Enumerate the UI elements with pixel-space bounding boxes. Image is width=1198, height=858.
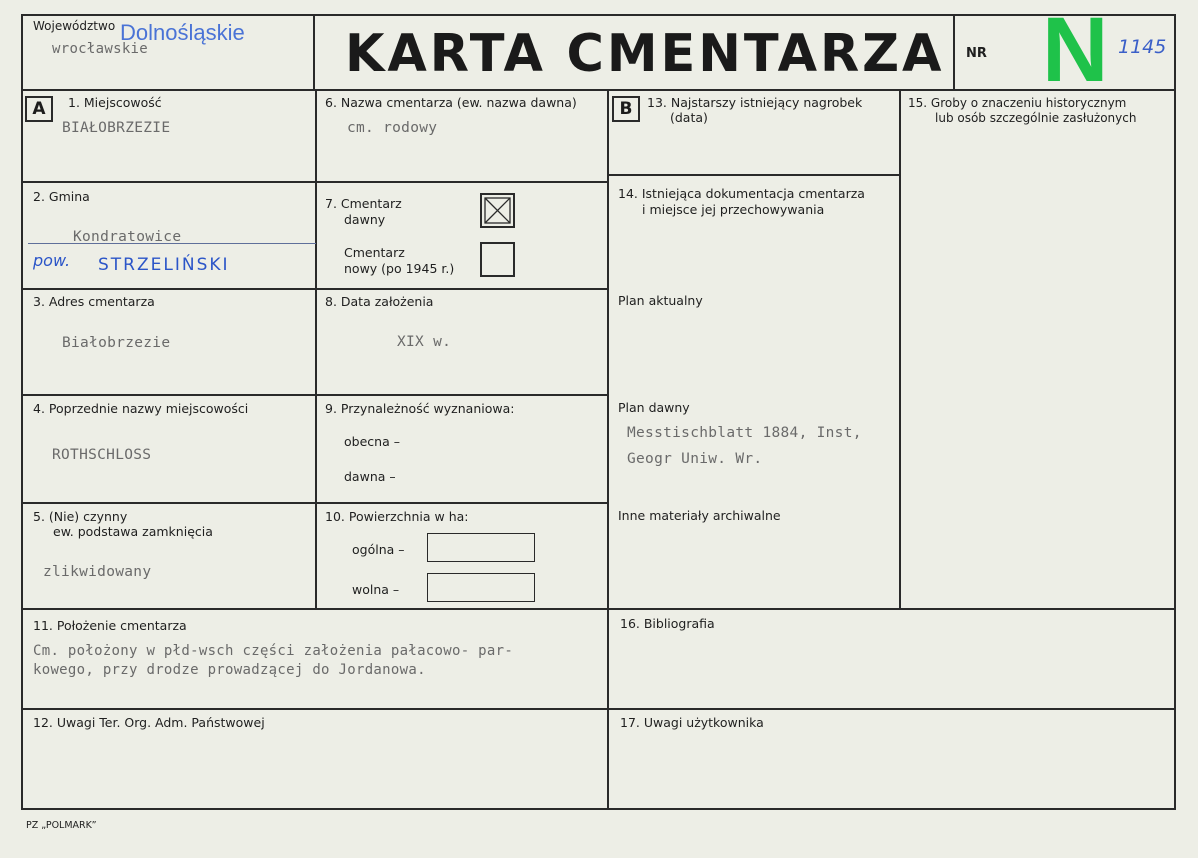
nr-label: NR bbox=[966, 46, 987, 61]
nr-handwritten: 1145 bbox=[1118, 36, 1167, 58]
field-13-label-2: (data) bbox=[670, 110, 708, 125]
field-5-value: zlikwidowany bbox=[43, 564, 152, 580]
plan-former-line-1: Messtischblatt 1884, Inst, bbox=[627, 425, 862, 441]
field-8-label: 8. Data założenia bbox=[325, 294, 434, 309]
plan-former-line-2: Geogr Uniw. Wr. bbox=[627, 451, 763, 467]
field-8-value: XIX w. bbox=[397, 334, 452, 350]
section-b-marker: B bbox=[612, 96, 640, 122]
field-9-label: 9. Przynależność wyznaniowa: bbox=[325, 401, 515, 416]
row-line bbox=[315, 394, 607, 396]
row-line bbox=[315, 288, 607, 290]
header-divider-right bbox=[953, 14, 955, 90]
field-16-label: 16. Bibliografia bbox=[620, 616, 715, 631]
row-line bbox=[21, 181, 315, 183]
field-6-value: cm. rodowy bbox=[347, 120, 438, 136]
free-area-input[interactable] bbox=[427, 573, 535, 602]
field-7-new-label-2: nowy (po 1945 r.) bbox=[344, 261, 455, 276]
header-bottom-line bbox=[21, 89, 1176, 91]
total-area-input[interactable] bbox=[427, 533, 535, 562]
voivodeship-stamp: Dolnośląskie bbox=[120, 20, 245, 45]
plan-former-label: Plan dawny bbox=[618, 400, 690, 415]
row-line bbox=[21, 708, 1176, 710]
new-cemetery-checkbox[interactable] bbox=[480, 242, 515, 277]
row-line bbox=[21, 608, 1176, 610]
field-17-label: 17. Uwagi użytkownika bbox=[620, 715, 764, 730]
header-divider-left bbox=[313, 14, 315, 90]
row-line bbox=[21, 502, 315, 504]
field-2-hand-prefix: pow. bbox=[33, 251, 71, 270]
voivodeship-label: Województwo bbox=[33, 19, 116, 33]
field-14-label-1: 14. Istniejąca dokumentacja cmentarza bbox=[618, 186, 865, 201]
field-2-value: Kondratowice bbox=[73, 229, 182, 245]
field-11-line-2: kowego, przy drodze prowadzącej do Jordanowa. bbox=[33, 662, 426, 678]
column-divider-2 bbox=[607, 89, 609, 810]
field-9-current: obecna – bbox=[344, 434, 400, 449]
field-7-label-1: 7. Cmentarz bbox=[325, 196, 402, 211]
field-7-new-label-1: Cmentarz bbox=[344, 245, 405, 260]
field-1-label: 1. Miejscowość bbox=[68, 95, 162, 110]
field-2-label: 2. Gmina bbox=[33, 189, 90, 204]
field-13-label-1: 13. Najstarszy istniejący nagrobek bbox=[647, 95, 863, 110]
field-14-label-2: i miejsce jej przechowywania bbox=[642, 202, 825, 217]
field-5-label-1: 5. (Nie) czynny bbox=[33, 509, 128, 524]
field-15-label-1: 15. Groby o znaczeniu historycznym bbox=[908, 96, 1127, 110]
card-title: KARTA CMENTARZA bbox=[345, 24, 945, 84]
field-2-hand-value: STRZELIŃSKI bbox=[98, 255, 230, 275]
field-12-label: 12. Uwagi Ter. Org. Adm. Państwowej bbox=[33, 715, 265, 730]
printer-imprint: PZ „POLMARK” bbox=[26, 820, 97, 831]
field-15-label-2: lub osób szczególnie zasłużonych bbox=[935, 111, 1137, 125]
voivodeship-typed: wrocławskie bbox=[52, 41, 149, 57]
field-11-line-1: Cm. położony w płd-wsch części założenia pałacowo- par- bbox=[33, 643, 514, 659]
field-1-value: BIAŁOBRZEZIE bbox=[62, 120, 171, 136]
row-line bbox=[21, 288, 315, 290]
field-3-value: Białobrzezie bbox=[62, 335, 171, 351]
column-divider-3 bbox=[899, 89, 901, 609]
field-4-value: ROTHSCHLOSS bbox=[52, 447, 152, 463]
section-a-marker: A bbox=[25, 96, 53, 122]
row-line bbox=[315, 181, 607, 183]
checkbox-cross-icon bbox=[482, 195, 513, 226]
row-line bbox=[607, 174, 899, 176]
field-10-total: ogólna – bbox=[352, 542, 405, 557]
plan-current-label: Plan aktualny bbox=[618, 293, 703, 308]
field-11-label: 11. Położenie cmentarza bbox=[33, 618, 187, 633]
field-10-label: 10. Powierzchnia w ha: bbox=[325, 509, 469, 524]
field-9-former: dawna – bbox=[344, 469, 396, 484]
field-5-label-2: ew. podstawa zamknięcia bbox=[53, 524, 213, 539]
row-line bbox=[21, 394, 315, 396]
row-line bbox=[315, 502, 607, 504]
field-2-strike bbox=[28, 243, 316, 244]
field-7-label-2: dawny bbox=[344, 212, 386, 227]
field-4-label: 4. Poprzednie nazwy miejscowości bbox=[33, 401, 249, 416]
nr-stamp: N bbox=[1042, 0, 1109, 101]
field-3-label: 3. Adres cmentarza bbox=[33, 294, 155, 309]
old-cemetery-checkbox[interactable] bbox=[480, 193, 515, 228]
field-6-label: 6. Nazwa cmentarza (ew. nazwa dawna) bbox=[325, 95, 577, 110]
field-10-free: wolna – bbox=[352, 582, 400, 597]
column-divider-1 bbox=[315, 89, 317, 609]
other-materials-label: Inne materiały archiwalne bbox=[618, 508, 781, 523]
